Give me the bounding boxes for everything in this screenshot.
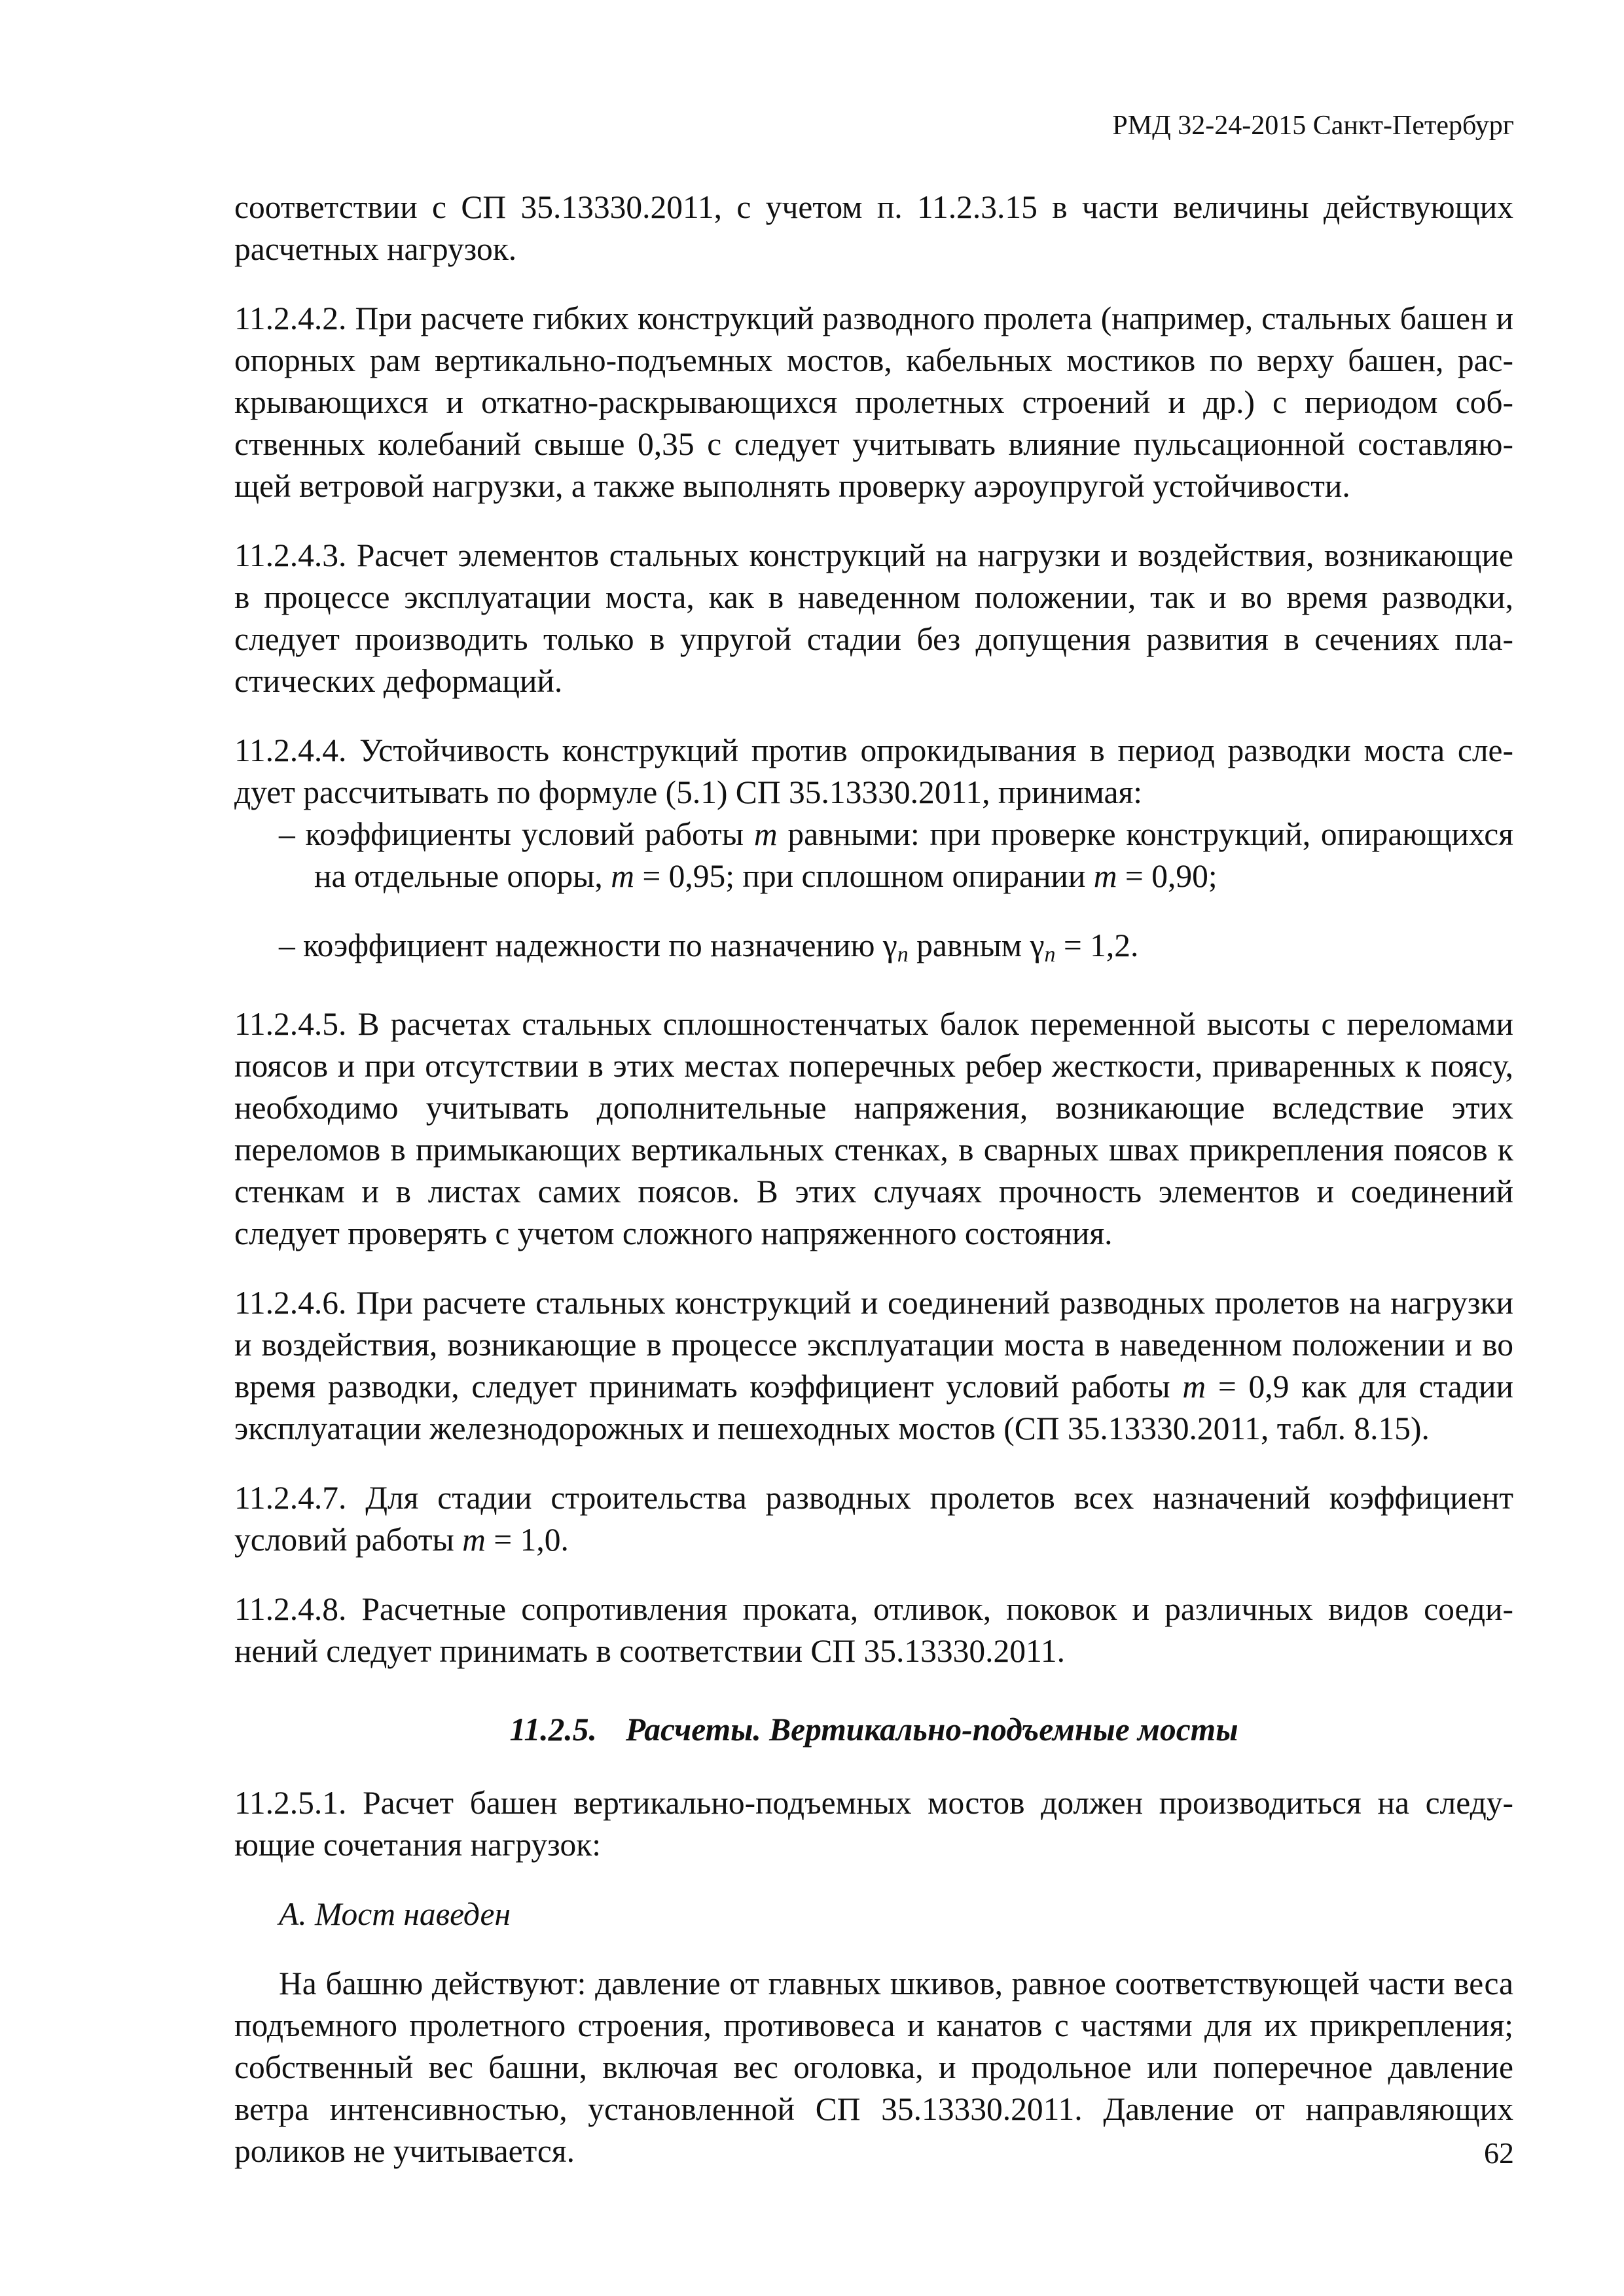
section-heading: [234, 1709, 1513, 1751]
paragraph-11-2-4-7: 11.2.4.7. Для стадии строительства разводных пролетов всех назначений коэффициент условий работы m = 1,0.: [234, 1480, 1513, 1558]
paragraph-11-2-4-4: [234, 730, 1513, 976]
paragraph-bridge-closed-loads: На башню действуют: давление от главных шкивов, равное соответствующей части веса подъемного пролетного строения, противовеса и канатов с частями для их прикрепления; собственный вес башни, включая вес оголовка, и продольное или поперечное давление ветра интенсивностью, установленной СП 35.13330.2011. Давление от направляющих роликов не учитывается.: [234, 1965, 1513, 2169]
paragraph-11-2-4-5: 11.2.4.5. В расчетах стальных сплошностенчатых балок переменной высоты с переломами поясов и при отсутствии в этих местах поперечных ребер жесткости, приваренных к поясу, необходимо учитывать дополнительные напряжения, возникающие вследствие этих переломов в примыкающих вертикальных стенках, в сварных швах прикрепления поясов к стенкам и в листах самих поясов. В этих случаях прочность элементов и соединений следует проверять с учетом сложного напряженного состояния.: [234, 1006, 1513, 1251]
paragraph-continuation: соответствии с СП 35.13330.2011, с учетом п. 11.2.3.15 в части величины действующих расчетных нагрузок.: [234, 189, 1513, 267]
section-number: 11.2.5.: [509, 1712, 597, 1748]
list-item-reliability-factor: – коэффициент надежности по назначению $\gamma_n$ равным $\gamma_n = 1,2$.: [279, 927, 1139, 967]
paragraph-11-2-4-2: 11.2.4.2. При расчете гибких конструкций разводного пролета (например, стальных башен и опорных рам вертикально-подъемных мостов, кабельных мостиков по верху башен, раскрывающихся и откатно-раскрывающихся пролетных строений и др.) с периодом собственных колебаний свыше 0,35 с следует учитывать влияние пульсационной составляющей ветровой нагрузки, а также выполнять проверку аэроупругой устойчивости.: [234, 300, 1513, 504]
section-title: Расчеты. Вертикально-подъемные мосты: [625, 1712, 1238, 1748]
paragraph-11-2-4-6: 11.2.4.6. При расчете стальных конструкций и соединений разводных пролетов на нагрузки и воздействия, возникающие в процессе эксплуатации моста в наведенном положении и во время разводки, следует принимать коэффициент условий работы m = 0,9 как для стадии эксплуатации железнодорожных и пешеходных мостов (СП 35.13330.2011, табл. 8.15).: [234, 1285, 1513, 1446]
subheading-bridge-closed: А. Мост наведен: [279, 1896, 511, 1932]
paragraph-11-2-4-3: 11.2.4.3. Расчет элементов стальных конструкций на нагрузки и воздействия, возникающие в процессе эксплуатации моста, как в наведенном положении, так и во время разводки, следует производить только в упругой стадии без допущения развития в сечениях пластических деформаций.: [234, 537, 1513, 699]
paragraph-11-2-4-8: 11.2.4.8. Расчетные сопротивления проката, отливок, поковок и различных видов соединений следует принимать в соответствии СП 35.13330.2011.: [234, 1591, 1513, 1669]
paragraph-11-2-4-4-intro: 11.2.4.4. Устойчивость конструкций против опрокидывания в период разводки моста следует рассчитывать по формуле (5.1) СП 35.13330.2011, принимая:: [234, 732, 1513, 810]
list-item-working-conditions: – коэффициенты условий работы m равными: при проверке конструкций, опирающихся на отдельные опоры, m = 0,95; при сплошном опирании m = 0,90;: [279, 816, 1513, 894]
page-number: 62: [1484, 2136, 1514, 2170]
paragraph-11-2-5-1: 11.2.5.1. Расчет башен вертикально-подъемных мостов должен производиться на следующие сочетания нагрузок:: [234, 1785, 1513, 1863]
document-header: РМД 32-24-2015 Санкт-Петербург: [1112, 111, 1514, 141]
document-body: [234, 187, 1513, 2172]
